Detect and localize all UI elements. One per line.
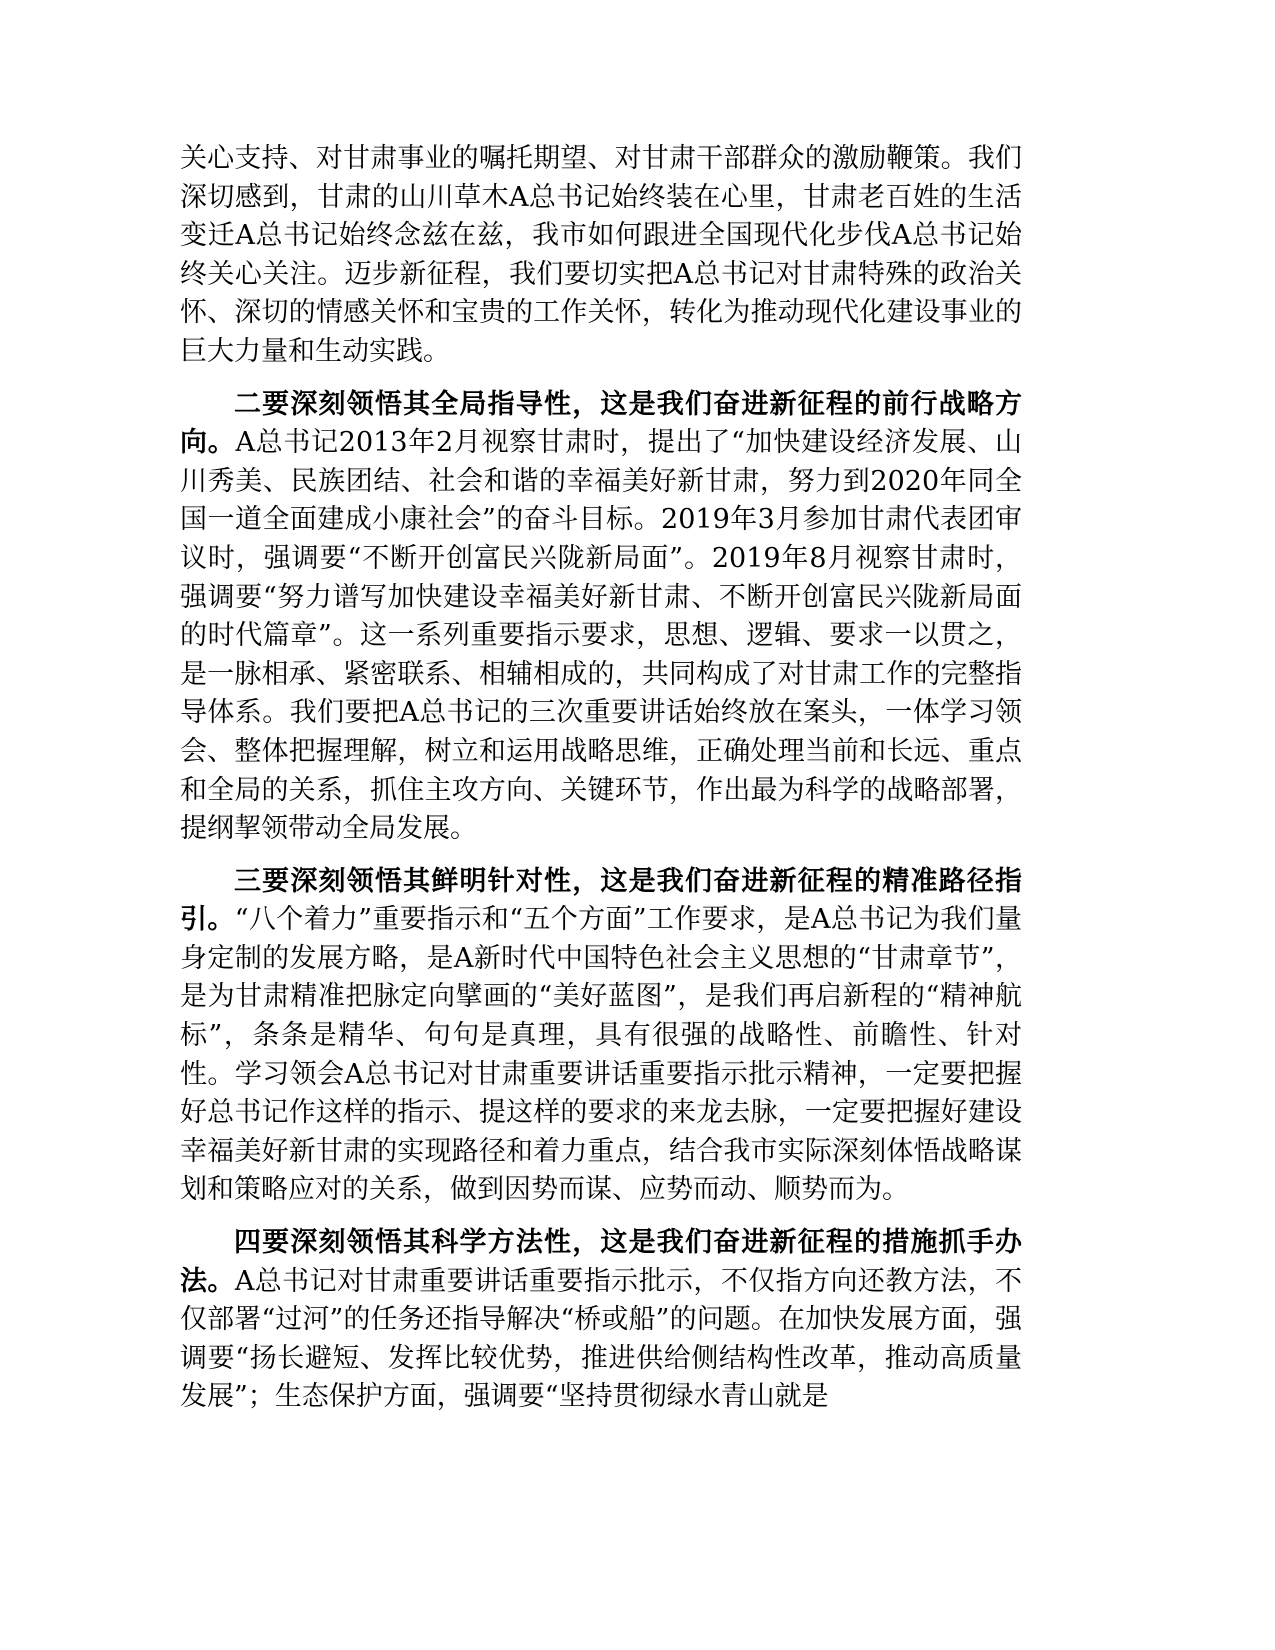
paragraph-1 (180, 140, 1022, 372)
paragraph-3 (180, 863, 1022, 1210)
paragraph-3-text: “八个着力”重要指示和“五个方面”工作要求，是A总书记为我们量身定制的发展方略，是A新时代中国特色社会主义思想的“甘肃章节”，是为甘肃精准把脉定向擘画的“美好蓝图”，是我们再启新程的“精神航标”，条条是精华、句句是真理，具有很强的战略性、前瞻性、针对性。学习领会A总书记对甘肃重要讲话重要指示批示精神，一定要把握好总书记作这样的指示、提这样的要求的来龙去脉，一定要把握好建设幸福美好新甘肃的实现路径和着力重点，结合我市实际深刻体悟战略谋划和策略应对的关系，做到因势而谋、应势而动、顺势而为。 (180, 904, 1023, 1206)
document-body (180, 140, 1022, 1431)
paragraph-4-lead: 四要深刻领悟其科学方法性，这是我们奋进新征程的措施抓手办法。 (180, 1227, 1022, 1297)
paragraph-2-text: A总书记2013年2月视察甘肃时，提出了“加快建设经济发展、山川秀美、民族团结、社会和谐的幸福美好新甘肃，努力到2020年同全国一道全面建成小康社会”的奋斗目标。2019年3月参加甘肃代表团审议时，强调要“不断开创富民兴陇新局面”。2019年8月视察甘肃时，强调要“努力谱写加快建设幸福美好新甘肃、不断开创富民兴陇新局面的时代篇章”。这一系列重要指示要求，思想、逻辑、要求一以贯之，是一脉相承、紧密联系、相辅相成的，共同构成了对甘肃工作的完整指导体系。我们要把A总书记的三次重要讲话始终放在案头，一体学习领会、整体把握理解，树立和运用战略思维，正确处理当前和长远、重点和全局的关系，抓住主攻方向、关键环节，作出最为科学的战略部署，提纲挈领带动全局发展。 (180, 427, 1022, 845)
paragraph-2 (180, 386, 1022, 849)
paragraph-3-lead: 三要深刻领悟其鲜明针对性，这是我们奋进新征程的精准路径指引。 (180, 865, 1022, 936)
paragraph-2-lead: 二要深刻领悟其全局指导性，这是我们奋进新征程的前行战略方向。 (180, 388, 1022, 459)
paragraph-1-text: 关心支持、对甘肃事业的嘱托期望、对甘肃干部群众的激励鞭策。我们深切感到，甘肃的山川草木A总书记始终装在心里，甘肃老百姓的生活变迁A总书记始终念兹在兹，我市如何跟进全国现代化步伐A总书记始终关心关注。迈步新征程，我们要切实把A总书记对甘肃特殊的政治关怀、深切的情感关怀和宝贵的工作关怀，转化为推动现代化建设事业的巨大力量和生动实践。 (180, 143, 1022, 367)
paragraph-4-text: A总书记对甘肃重要讲话重要指示批示，不仅指方向还教方法，不仅部署“过河”的任务还指导解决“桥或船”的问题。在加快发展方面，强调要“扬长避短、发挥比较优势，推进供给侧结构性改革，推动高质量发展”；生态保护方面，强调要“坚持贯彻绿水青山就是 (180, 1265, 1023, 1413)
paragraph-4 (180, 1224, 1022, 1417)
